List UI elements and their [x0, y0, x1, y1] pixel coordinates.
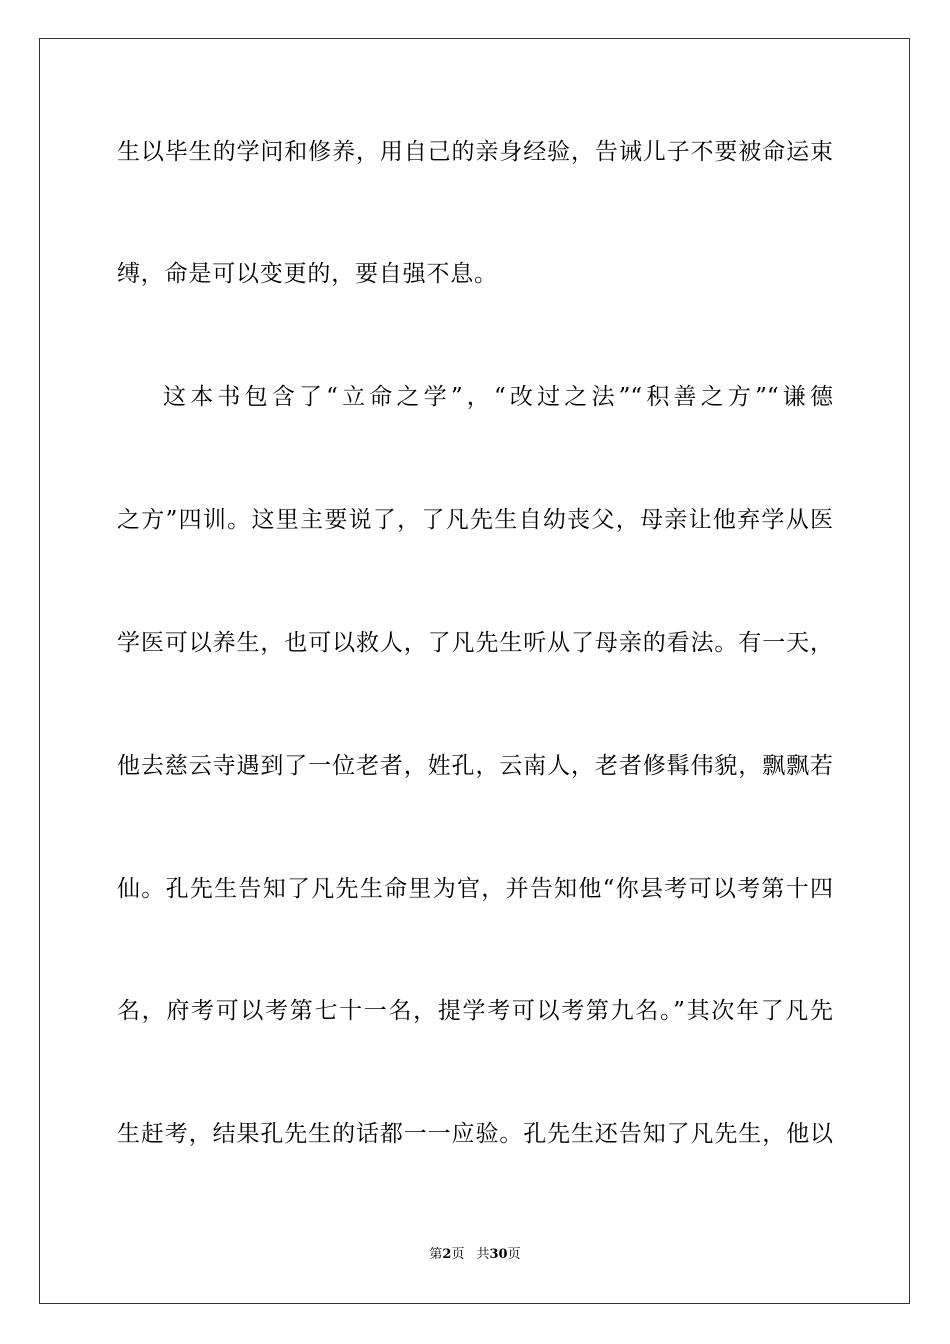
- total-suffix: 页: [507, 1247, 521, 1262]
- page-border: [39, 38, 910, 1304]
- page-number: 2: [442, 1247, 452, 1262]
- total-prefix: 共: [476, 1247, 490, 1262]
- text-line-7: 仙。孔先生告知了凡先生命里为官，并告知他“你县考可以考第十四: [117, 876, 833, 902]
- text-line-9: 生赶考，结果孔先生的话都一一应验。孔先生还告知了凡先生，他以: [117, 1121, 833, 1147]
- page-suffix: 页: [451, 1247, 465, 1262]
- text-line-6: 他去慈云寺遇到了一位老者，姓孔，云南人，老者修髯伟貌，飘飘若: [117, 753, 833, 779]
- total-pages: 30: [489, 1247, 508, 1262]
- page-footer: [0, 1246, 950, 1264]
- text-line-4: 之方”四训。这里主要说了，了凡先生自幼丧父，母亲让他弃学从医: [117, 507, 833, 533]
- text-line-8: 名，府考可以考第七十一名，提学考可以考第九名。”其次年了凡先: [117, 998, 833, 1024]
- page-prefix: 第: [429, 1247, 443, 1262]
- text-line-1: 生以毕生的学问和修养，用自己的亲身经验，告诫儿子不要被命运束: [117, 139, 833, 165]
- text-line-3: 这本书包含了“立命之学”，“改过之法”“积善之方”“谦德: [163, 384, 833, 410]
- text-line-2: 缚，命是可以变更的，要自强不息。: [117, 261, 498, 287]
- text-line-5: 学医可以养生，也可以救人，了凡先生听从了母亲的看法。有一天，: [117, 630, 833, 656]
